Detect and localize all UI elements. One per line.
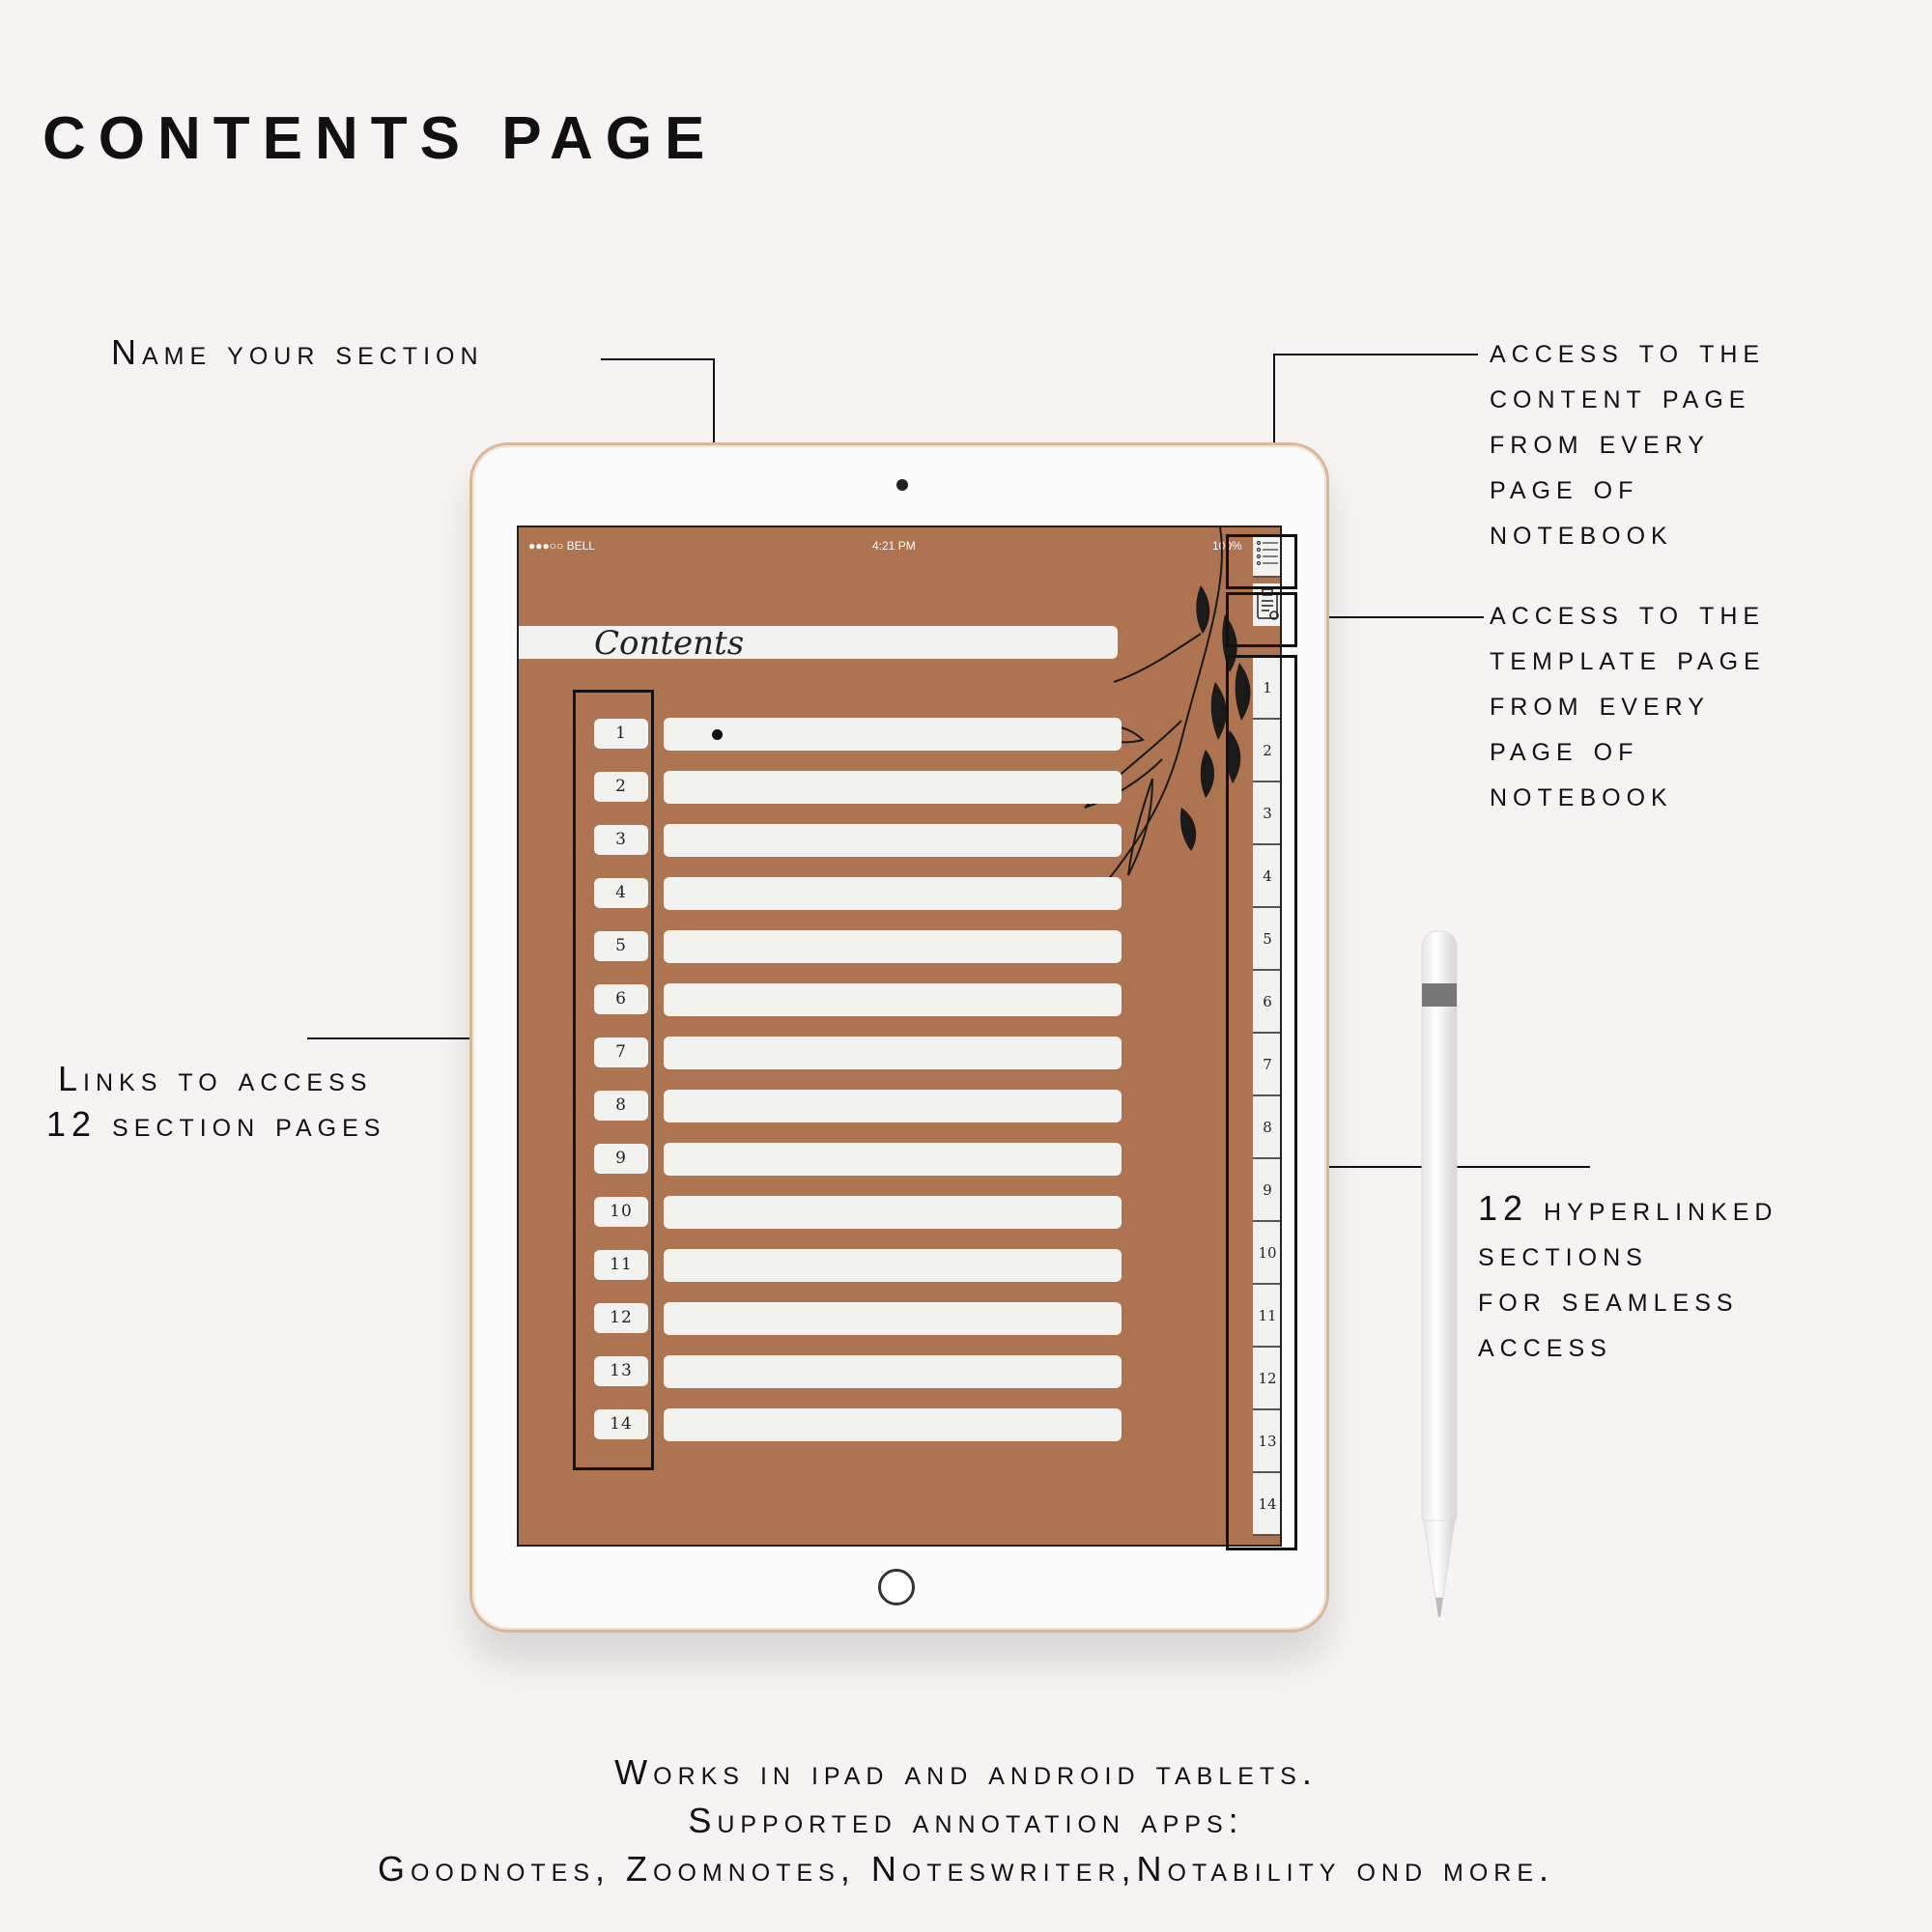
section-name-field[interactable]: [664, 1090, 1122, 1122]
side-tab-section[interactable]: 7: [1253, 1034, 1282, 1096]
section-name-field[interactable]: [664, 1355, 1122, 1388]
section-link-button[interactable]: 10: [594, 1197, 648, 1227]
callout-hyperlinked-2: sections: [1478, 1234, 1648, 1273]
callout-template-access-2: template page: [1490, 638, 1766, 677]
footer-line-2: Supported annotation apps:: [688, 1801, 1244, 1840]
section-link-button[interactable]: 1: [594, 719, 648, 749]
status-carrier: ●●●○○ BELL: [528, 539, 595, 553]
page-title: CONTENTS PAGE: [43, 105, 718, 172]
side-tab-section[interactable]: 10: [1253, 1222, 1282, 1285]
side-tab-section[interactable]: 3: [1253, 782, 1282, 845]
side-tab-section[interactable]: 8: [1253, 1096, 1282, 1159]
side-tab-section[interactable]: 13: [1253, 1410, 1282, 1473]
side-tab-section[interactable]: 9: [1253, 1159, 1282, 1222]
status-time: 4:21 PM: [872, 539, 916, 553]
status-battery: 100%: [1212, 539, 1242, 553]
callout-hyperlinked-4: access: [1478, 1324, 1612, 1364]
section-name-field[interactable]: [664, 1249, 1122, 1282]
section-name-field[interactable]: [664, 718, 1122, 751]
section-name-field[interactable]: [664, 824, 1122, 857]
side-tab-section[interactable]: 6: [1253, 971, 1282, 1034]
footer: [0, 1748, 1932, 1893]
side-tab-section[interactable]: 2: [1253, 720, 1282, 782]
section-link-button[interactable]: 12: [594, 1303, 648, 1333]
connector-line: [601, 358, 715, 360]
section-name-field[interactable]: [664, 771, 1122, 804]
callout-content-access-1: access to the: [1490, 330, 1766, 370]
callout-links-line2: 12 section pages: [46, 1104, 386, 1144]
callout-content-access-5: notebook: [1490, 512, 1673, 552]
highlight-box-section-links: [573, 690, 654, 1470]
section-name-field[interactable]: [664, 930, 1122, 963]
callout-template-access-4: page of: [1490, 728, 1639, 768]
section-link-button[interactable]: 13: [594, 1356, 648, 1386]
section-link-button[interactable]: 2: [594, 772, 648, 802]
footer-line-3: Goodnotes, Zoomnotes, Noteswriter,Notability ond more.: [377, 1849, 1555, 1889]
section-name-field[interactable]: [664, 1408, 1122, 1441]
callout-template-access-1: access to the: [1490, 592, 1766, 632]
highlight-box-side-tabs: [1226, 655, 1297, 1550]
section-link-button[interactable]: 6: [594, 984, 648, 1014]
callout-template-access-5: notebook: [1490, 774, 1673, 813]
callout-links-line1: Links to access: [58, 1059, 373, 1098]
section-link-button[interactable]: 11: [594, 1250, 648, 1280]
section-link-button[interactable]: 7: [594, 1037, 648, 1067]
section-name-field[interactable]: [664, 1196, 1122, 1229]
callout-dot: [712, 729, 723, 740]
side-tab-section[interactable]: 4: [1253, 845, 1282, 908]
section-link-button[interactable]: 8: [594, 1091, 648, 1121]
side-tab-section[interactable]: 11: [1253, 1285, 1282, 1348]
section-link-button[interactable]: 14: [594, 1409, 648, 1439]
side-tab-section[interactable]: 5: [1253, 908, 1282, 971]
section-name-field[interactable]: [664, 983, 1122, 1016]
stylus-pencil-icon: [1420, 922, 1459, 1627]
contents-title: Contents: [594, 624, 745, 663]
section-link-button[interactable]: 4: [594, 878, 648, 908]
callout-hyperlinked-1: 12 hyperlinked: [1478, 1188, 1778, 1228]
section-link-button[interactable]: 5: [594, 931, 648, 961]
callout-content-access-2: content page: [1490, 376, 1751, 415]
camera-icon: [896, 479, 908, 491]
callout-content-access-3: from every: [1490, 421, 1710, 461]
section-name-field[interactable]: [664, 1143, 1122, 1176]
section-name-field[interactable]: [664, 877, 1122, 910]
highlight-box-content-tab: [1226, 534, 1297, 589]
side-tab-section[interactable]: 12: [1253, 1348, 1282, 1410]
footer-line-1: Works in ipad and android tablets.: [614, 1752, 1318, 1792]
callout-hyperlinked-3: for seamless: [1478, 1279, 1739, 1319]
home-button[interactable]: [878, 1569, 915, 1605]
callout-content-access-4: page of: [1490, 467, 1639, 506]
highlight-box-template-tab: [1226, 592, 1297, 647]
section-link-button[interactable]: 9: [594, 1144, 648, 1174]
contents-header-bar: [519, 624, 1118, 663]
callout-name-section: Name your section: [111, 332, 484, 372]
section-link-button[interactable]: 3: [594, 825, 648, 855]
callout-template-access-3: from every: [1490, 683, 1710, 723]
side-tab-section[interactable]: 1: [1253, 657, 1282, 720]
section-name-field[interactable]: [664, 1302, 1122, 1335]
connector-line: [1273, 354, 1478, 355]
side-tab-section[interactable]: 14: [1253, 1473, 1282, 1536]
section-name-field[interactable]: [664, 1037, 1122, 1069]
